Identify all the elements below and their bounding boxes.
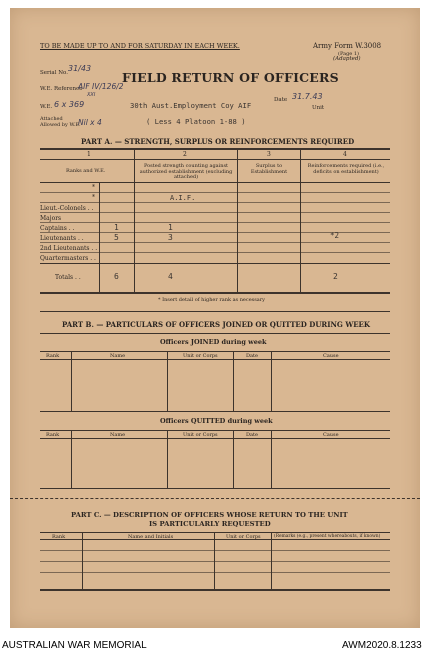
part-c-row-rule (40, 550, 390, 551)
army-form-label: Army Form W.3008 (313, 42, 382, 50)
quitted-title: Officers QUITTED during week (160, 417, 273, 425)
part-c-table-header-rule (40, 539, 390, 540)
part-a-divider (237, 148, 238, 292)
part-c-table-divider (82, 532, 83, 590)
quitted-table-divider (71, 430, 72, 488)
joined-table-divider (233, 351, 234, 411)
part-a-divider (134, 148, 135, 292)
row-rule (40, 252, 390, 253)
col-number: 2 (183, 151, 187, 158)
part-c-table-top-rule (40, 532, 390, 533)
row-rule (40, 222, 390, 223)
col-number: 1 (87, 151, 91, 158)
serial-value: 31/43 (68, 64, 92, 73)
rank-label: Lieut.-Colonels . . (40, 205, 94, 212)
part-c-title-line1: PART C. — DESCRIPTION OF OFFICERS WHOSE RETURN TO THE UNIT (71, 511, 348, 519)
totals-posted-value: 4 (168, 272, 173, 281)
col-header-posted: Posted strength counting against authorized establishment (excluding attached) (139, 163, 233, 180)
captains-we-value: 1 (114, 223, 119, 232)
part-c-col-name: Name and Initials (128, 534, 174, 540)
part-b-title: PART B. — PARTICULARS OF OFFICERS JOINED OR QUITTED DURING WEEK (62, 320, 370, 329)
joined-col-rank: Rank (46, 353, 60, 359)
rank-label: * (92, 194, 95, 201)
allowed-value: Nil x 4 (78, 118, 102, 127)
rank-label: Lieutenants . . (40, 235, 84, 242)
part-c-row-rule (40, 561, 390, 562)
rank-label: Captains . . (40, 225, 75, 232)
col-number: 3 (267, 151, 271, 158)
part-c-col-rank: Rank (52, 534, 66, 540)
joined-col-unit: Unit or Corps (183, 353, 218, 359)
part-a-totals-bottom-rule (40, 292, 390, 294)
part-a-rows-bottom-rule (40, 263, 390, 264)
joined-table-top-rule (40, 351, 390, 352)
unit-value: 30th Aust.Employment Coy AIF (130, 101, 252, 110)
part-a-header-rule (40, 182, 390, 183)
row-rule (40, 202, 390, 203)
we-reference-label: W.E. Reference (40, 86, 83, 92)
joined-table-bottom-rule (40, 411, 390, 412)
quitted-table-top-rule (40, 430, 390, 431)
form-sheet (10, 8, 420, 628)
aif-label: A.I.F. (170, 194, 196, 202)
joined-table-header-rule (40, 359, 390, 360)
rank-label: Quartermasters . . (40, 255, 96, 262)
part-c-title-line2: IS PARTICULARLY REQUESTED (149, 520, 271, 528)
footer-accession-number: AWM2020.8.1233 (342, 640, 422, 651)
page-label: (Page 1) (338, 51, 359, 57)
rank-label: * (92, 184, 95, 191)
col-header-surplus: Surplus to Establishment (250, 163, 288, 175)
quitted-col-rank: Rank (46, 432, 60, 438)
part-a-divider (99, 182, 100, 292)
date-label: Date (274, 97, 288, 103)
part-c-table-bottom-rule (40, 589, 390, 591)
quitted-table-divider (233, 430, 234, 488)
joined-col-cause: Cause (323, 353, 339, 359)
quitted-col-unit: Unit or Corps (183, 432, 218, 438)
col-header-reinforcements: Reinforcements required (i.e., deficits on establishment) (307, 163, 385, 175)
col-number: 4 (343, 151, 347, 158)
totals-we-value: 6 (114, 272, 119, 281)
part-a-divider (300, 148, 301, 292)
joined-table-divider (271, 351, 272, 411)
we-label: W.E. (40, 104, 53, 110)
part-b-top-rule (40, 311, 390, 312)
quitted-table-bottom-rule (40, 488, 390, 489)
part-b-title-rule (40, 333, 390, 334)
part-c-table-divider (214, 532, 215, 590)
lieutenants-we-value: 5 (114, 233, 119, 242)
unit-label: Unit (312, 105, 325, 111)
row-rule (40, 212, 390, 213)
part-c-col-remarks: (Remarks (e.g., present whereabouts, if known) (274, 534, 381, 539)
lieutenants-reinforcements-value: *2 (330, 231, 340, 240)
row-rule (40, 242, 390, 243)
captains-posted-value: 1 (168, 223, 173, 232)
footer-credit: AUSTRALIAN WAR MEMORIAL (2, 640, 147, 651)
serial-label: Serial No. (40, 70, 68, 76)
joined-table-divider (71, 351, 72, 411)
we-value: 6 x 369 (54, 100, 85, 109)
part-a-top-rule (40, 148, 390, 150)
totals-reinforcements-value: 2 (333, 272, 338, 281)
quitted-col-cause: Cause (323, 432, 339, 438)
quitted-table-header-rule (40, 438, 390, 439)
perforation-line (10, 498, 420, 499)
totals-label: Totals . . (55, 274, 81, 281)
col-header-ranks: Ranks and W.E. (66, 168, 106, 174)
quitted-col-date: Date (246, 432, 258, 438)
lieutenants-posted-value: 3 (168, 233, 173, 242)
less-platoon-value: ( Less 4 Platoon 1-88 ) (146, 117, 246, 126)
adapted-label: (Adapted) (333, 56, 361, 62)
part-c-row-rule (40, 572, 390, 573)
joined-table-divider (167, 351, 168, 411)
quitted-table-divider (271, 430, 272, 488)
part-c-table-divider (271, 532, 272, 590)
joined-col-name: Name (110, 353, 126, 359)
allowed-label: Allowed by W.E. (40, 122, 81, 128)
row-rule (40, 192, 390, 193)
attached-label: Attached (40, 116, 63, 122)
instruction-text: TO BE MADE UP TO AND FOR SATURDAY IN EACH WEEK. (40, 42, 240, 50)
quitted-col-name: Name (110, 432, 126, 438)
date-value: 31.7.43 (292, 92, 323, 101)
part-c-col-unit: Unit or Corps (226, 534, 261, 540)
we-reference-value: AIF IV/126/2 (78, 82, 124, 91)
we-reference-sub: XXI (87, 92, 96, 98)
quitted-table-divider (167, 430, 168, 488)
joined-title: Officers JOINED during week (160, 338, 267, 346)
form-title: FIELD RETURN OF OFFICERS (122, 70, 339, 85)
part-a-footnote: * Insert detail of higher rank as necessary (158, 297, 265, 303)
rank-label: Majors (40, 215, 62, 222)
part-a-title: PART A. — STRENGTH, SURPLUS OR REINFORCEMENTS REQUIRED (81, 137, 355, 146)
rank-label: 2nd Lieutenants . . (40, 245, 98, 252)
joined-col-date: Date (246, 353, 258, 359)
part-a-number-rule (40, 159, 390, 160)
